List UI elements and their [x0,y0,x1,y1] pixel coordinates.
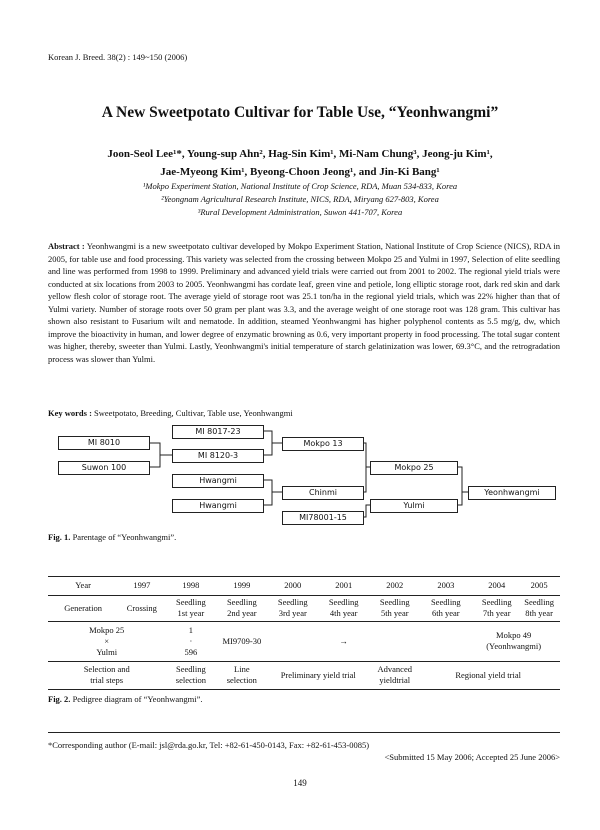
year-cell: 1998 [182,580,200,591]
figure-2-label: Fig. 2. [48,694,71,704]
generation-cell: Seedling 3rd year [277,597,308,618]
cross-parents [48,621,165,661]
box-mokpo13: Mokpo 13 [282,437,364,451]
box-mi8120: MI 8120-3 [172,449,264,463]
year-cell: 2005 [530,580,548,591]
cross-symbol: × [104,635,110,646]
figure-2-caption [48,694,202,704]
empty-cell [369,621,420,661]
box-mi78001: MI78001-15 [282,511,364,525]
figure-1-text: Parentage of “Yeonhwangmi”. [72,532,177,542]
year-cell: 1997 [133,580,151,591]
arrow-cell: → [339,635,348,646]
keywords-text: Sweetpotato, Breeding, Cultivar, Table use, Yeonhwangmi [94,408,293,418]
empty-cell [420,621,471,661]
box-chinmi: Chinmi [282,486,364,500]
seedling-count: 1 · 596 [184,624,198,657]
crossing-cell: Crossing [126,602,157,613]
submission-dates: <Submitted 15 May 2006; Accepted 25 June 2006> [384,752,560,762]
empty-cell [267,621,318,661]
step-regional: Regional yield trial [455,669,521,680]
affiliation: ¹Mokpo Experiment Station, National Institute of Crop Science, RDA, Muan 534-833, Korea [142,181,458,191]
affiliation: ³Rural Development Administration, Suwon 441-707, Korea [197,207,403,217]
generation-cell: Seedling 8th year [524,597,554,618]
box-yeonhwangmi: Yeonhwangmi [468,486,556,500]
line-code: MI9709-30 [222,635,262,646]
page-number: 149 [293,778,307,788]
year-cell: 2002 [386,580,404,591]
box-mi8010: MI 8010 [58,436,150,450]
empty-cell [556,621,560,661]
box-mokpo25: Mokpo 25 [370,461,458,475]
keywords-label: Key words : [48,408,92,418]
generation-header: Generation [64,602,102,613]
year-row [48,577,560,595]
generation-cell: Seedling 6th year [430,597,461,618]
year-header: Year [75,580,91,591]
footnote-rule [48,732,560,733]
step-preliminary: Preliminary yield trial [280,669,356,680]
box-mi8017: MI 8017-23 [172,425,264,439]
year-cell: 1999 [233,580,251,591]
figure-2-text: Pedigree diagram of “Yeonhwangmi”. [72,694,203,704]
steps-header: Selection and trial steps [83,664,130,685]
pedigree-row [48,621,560,661]
steps-row [48,661,560,689]
abstract-label: Abstract : [48,241,85,251]
abstract-text: Yeonhwangmi is a new sweetpotato cultivar developed by Mokpo Experiment Station, National Institute of Crop Science (NICS), RDA in 2005, for table use and food processing. This variety was selected from the crossing between Mokpo 25 and Yulmi in 1997, Selection of elite seedling and line was performed from 1998 to 1999. Preliminary and advanced yield trials were carried out from 2001 to 2002. The regional yield trials were conducted at six locations from 2003 to 2005. Yeonhwangmi has cordate leaf, green vine and petiole, long elliptic storage root, dark red skin and dark yellow flesh color of storage root. The average yield of storage root was 25.1 ton/ha in the regional yield trials, which was 22% higher than that of Yulmi variety. Number of storage roots over 50 gram per plant was 3.3, and the average weight of one storage root was 128 gram. This cultivar has shown also resistant to Fusarium wilt and nematode. In addition, steamed Yeonhwangmi has higher polyphenol contents as 5.5 mg/g, dw, which improve the bioactivity in human, and lower degree of enzymatic browning as 0.6, very important property in food processing. The total sugar content was higher, thereby, sweeter than Yulmi. Lastly, Yeonhwangmi's initial temperature of starch gelatinization was lower, 69.3°C, and the retrogradation process was slower than Yulmi. [48,241,560,364]
figure-1-caption [48,532,176,542]
generation-cell: Seedling 7th year [481,597,512,618]
generation-cell: Seedling 5th year [379,597,410,618]
box-suwon100: Suwon 100 [58,461,150,475]
generation-row [48,595,560,621]
journal-citation: Korean J. Breed. 38(2) : 149~150 (2006) [48,52,188,62]
affiliation: ²Yeongnam Agricultural Research Institute, NICS, RDA, Miryang 627-803, Korea [161,194,439,204]
parent-mokpo25: Mokpo 25 [89,624,125,635]
step-seedling-selection: Seedling selection [175,664,206,685]
parent-yulmi: Yulmi [96,646,118,657]
box-yulmi: Yulmi [370,499,458,513]
year-cell: 2001 [335,580,353,591]
author-line: Jae-Myeong Kim¹, Byeong-Choon Jeong¹, and Jin-Ki Bang¹ [160,166,440,178]
step-line-selection: Line selection [226,664,257,685]
generation-cell: Seedling 4th year [328,597,359,618]
figure-2-pedigree-table [48,577,560,690]
generation-cell: Seedling 2nd year [226,597,257,618]
year-cell: 2003 [437,580,455,591]
author-line: Joon-Seol Lee¹*, Young-sup Ahn², Hag-Sin Kim¹, Mi-Nam Chung³, Jeong-ju Kim¹, [107,148,493,160]
box-hwangmi-2: Hwangmi [172,499,264,513]
generation-cell: Seedling 1st year [176,597,206,618]
corresponding-author-footnote: *Corresponding author (E-mail: jsl@rda.go.kr, Tel: +82-61-450-0143, Fax: +82-61-453-0085) [48,740,370,750]
figure-1-label: Fig. 1. [48,532,71,542]
final-cultivar: Mokpo 49 (Yeonhwangmi) [486,630,542,651]
year-cell: 2000 [284,580,302,591]
paper-title: A New Sweetpotato Cultivar for Table Use, “Yeonhwangmi” [101,104,499,121]
year-cell: 2004 [488,580,506,591]
step-advanced: Advanced yieldtrial [377,664,412,685]
box-hwangmi-1: Hwangmi [172,474,264,488]
